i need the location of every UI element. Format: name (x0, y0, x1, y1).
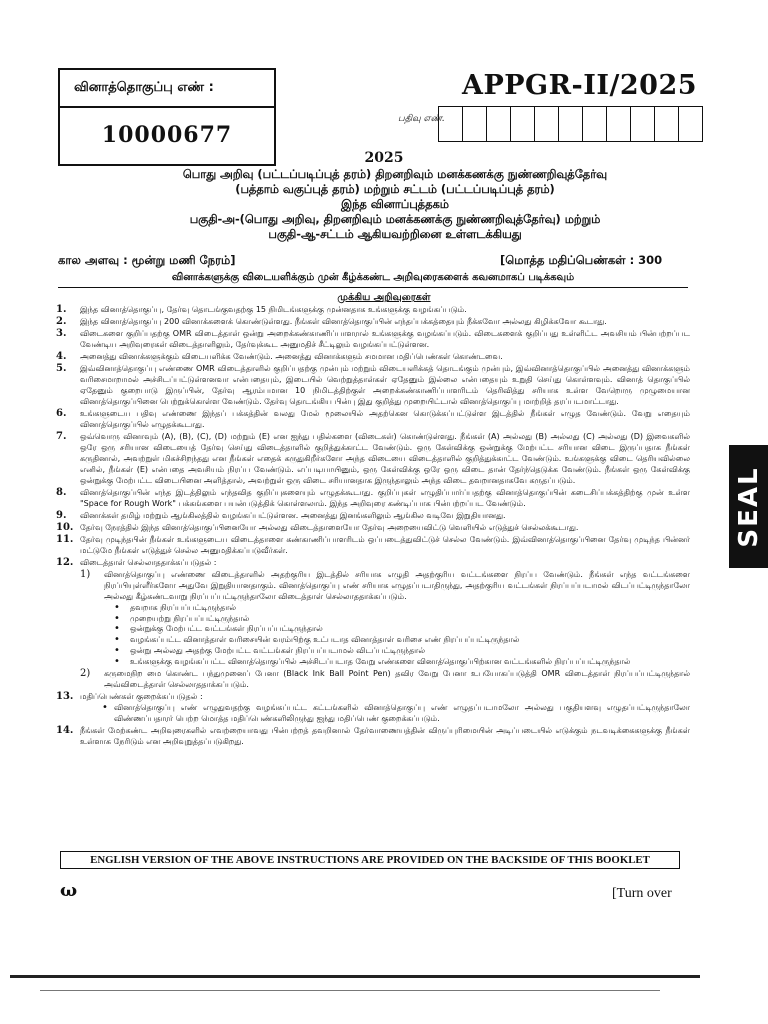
bullet-item: • வினாத்தொகுப்பு எண் எழுதுவதற்கு வழங்கப்பட்ட கட்டங்களில் வினாத்தொகுப்பு எண் எழுதப்படாமலோ அல்லது பகுதியளவு எழுதப்பட்டிருந்தாலோ விண்ணப்பதாரர் பெற்ற மொத்த மதிப்பெண்களிலிருந்து ஐந்து மதிப்பெண் குறைக்கப்படும். (80, 703, 690, 725)
instruction-item (56, 305, 690, 316)
perforation-line (10, 975, 700, 978)
instruction-item (56, 511, 690, 522)
subpoint-2 (80, 669, 690, 691)
instruction-number: 3. (56, 328, 67, 340)
instruction-item (56, 488, 690, 510)
question-booklet-label: வினாத்தொகுப்பு எண் : (60, 70, 274, 108)
instruction-number: 14. (56, 724, 74, 736)
instruction-text: இந்த வினாத்தொகுப்பு, தேர்வு தொடங்குவதற்கு 15 நிமிடங்களுக்கு முன்னதாக உங்களுக்கு வழங்கப்படும். (80, 305, 467, 314)
instruction-item-13 (56, 692, 690, 725)
question-booklet-number: 10000677 (101, 122, 233, 148)
instruction-number: 2. (56, 316, 67, 328)
instruction-item-12 (56, 558, 690, 691)
instruction-number: 13. (56, 691, 74, 703)
register-number-cell[interactable] (535, 107, 559, 141)
instruction-text: அனைத்து வினாக்களுக்கும் விடையளிக்க வேண்டும். அனைத்து வினாக்களும் சமமான மதிப்பெண்கள் கொண்டவை. (80, 352, 503, 362)
register-number-cell[interactable] (607, 107, 631, 141)
exam-title-block (100, 167, 690, 242)
instruction-text: இவ்வினாத்தொகுப்பு எண்ணை OMR விடைத்தாளில் குறிப்பதற்கு முன்பும் மற்றும் விடையளிக்கத் தொடங்கும் முன்பும், இவ்வினாத்தொகுப்பில் அனைத்து வினாக்களும் வரிசைமாறாமல் அச்சிடப்பட்டுள்ளனவா என்பதையும், இடையில் வெற்றுத்தாள்கள் ஏதேனும் இல்லை என்பதையும் உறுதி செய்து கொள்ளவும். வினாத் தொகுப்பில் ஏதேனும் குறைபாடு இருப்பின், தேர்வு ஆரம்பமான 10 நிமிடத்திற்குள் அறைக்கண்காணிப்பாளரிடம் தெரிவித்து சரியாக உள்ள வேறொரு முழுமையான வினாத்தொகுப்பினை பெற்றுக்கொள்ள வேண்டும். தேர்வு தொடங்கிய பின்பு இது குறித்து முறையிட்டால் வினாத்தொகுப்பு மாற்றித் தரப்படமாட்டாது. (80, 364, 690, 406)
instruction-number: 8. (56, 486, 67, 498)
instruction-item (56, 329, 690, 351)
subpoint-text: வினாத்தொகுப்பு எண்ணை விடைத்தாளில் அதற்குரிய இடத்தில் சரியாக எழுதி அதற்குரிய வட்டங்களை நிரப்ப வேண்டும். நீங்கள் எந்த வட்டங்களை நிரப்பியுள்ளீர்களோ அதுவே இறுதியானதாகும். வினாத்தொகுப்பு எண் சரியாக எழுதப்படாதிருந்து, அதற்குரிய வட்டங்கள் நிரப்பப்படாமல் விடப்பட்டிருந்தாலோ அல்லது கீழ்கண்டவாறு நிரப்பப்பட்டிருந்தாலோ விடைத்தாள் செல்லாததாக்கப்படும். (104, 569, 690, 601)
read-instructions-note: வினாக்களுக்கு விடையளிக்கும் முன் கீழ்க்கண்ட அறிவுரைகளைக் கவனமாகப் படிக்கவும் (58, 272, 688, 288)
instruction-number: 9. (56, 509, 67, 521)
title-line-5: பகுதி-ஆ-சட்டம் ஆகியவற்றினை உள்ளடக்கியது (268, 227, 522, 241)
bullet-item: • முறையற்று நிரப்பப்பட்டிருந்தால் (104, 614, 690, 625)
register-number-label: பதிவு எண். (398, 114, 445, 124)
instruction-item (56, 409, 690, 431)
instruction-text: தேர்வு நேரத்தில் இந்த வினாத்தொகுப்பினையோ அல்லது விடைத்தாளையோ தேர்வு அறையைவிட்டு வெளியில் எடுத்துச் செல்லக்கூடாது. (80, 522, 579, 532)
register-number-cell[interactable] (631, 107, 655, 141)
instruction-item (56, 535, 690, 557)
register-number-cell[interactable] (511, 107, 535, 141)
turn-over-label: [Turn over (612, 886, 672, 901)
title-line-1: பொது அறிவு (பட்டப்படிப்புத் தரம்) திறனறிவும் மனக்கணக்கு நுண்ணறிவுத்தேர்வு (182, 167, 608, 181)
seal-tab (729, 445, 768, 568)
instruction-text: நீங்கள் மேற்கண்ட அறிவுரைகளில் எவற்றையாவது பின்பற்றத் தவறினால் தேர்வாணையத்தின் விருப்புரிமையின் அடிப்படையில் எடுக்கும் நடவடிக்கைகளுக்கு நீங்கள் உள்ளாக நேரிடும் என அறிவுறுத்தப்படுகிறது. (80, 725, 690, 746)
title-line-3: இந்த வினாப்புத்தகம் (341, 197, 449, 211)
instruction-text: விடைகளை குறிப்பதற்கு OMR விடைத்தாள் ஒன்று அறைக்கண்காணிப்பாளரால் உங்களுக்கு வழங்கப்படும். விடைகளைக் குறிப்பது உள்ளிட்ட அவசியம் பின்பற்றப்பட வேண்டிய அறிவுரைகள் விடைத்தாளிலும், தேர்வுக்கூட அனுமதிச் சீட்டிலும் வழங்கப்பட்டுள்ளன. (80, 329, 690, 350)
title-line-4: பகுதி-அ-(பொது அறிவு, திறனறிவும் மனக்கணக்கு நுண்ணறிவுத்தேர்வு) மற்றும் (189, 212, 601, 226)
instructions-heading: முக்கிய அறிவுரைகள் (337, 292, 431, 303)
title-line-2: (பத்தாம் வகுப்புத் தரம்) மற்றும் சட்டம் (பட்டப்படிப்புத் தரம்) (235, 182, 555, 196)
instructions-list (56, 305, 690, 749)
instruction-text: வினாக்கள் தமிழ் மற்றும் ஆங்கிலத்தில் வழங்கப்பட்டுள்ளன. அனைத்து இனங்களிலும் ஆங்கில வடிவே இறுதியானது. (80, 510, 506, 520)
instruction-item (56, 352, 690, 363)
instruction-number: 6. (56, 408, 67, 420)
instruction-text: தேர்வு முடிந்தபின் நீங்கள் உங்களுடைய விடைத்தாளை கண்காணிப்பாளரிடம் ஒப்படைத்துவிட்டுச் செல்ல வேண்டும். இவ்வினாத்தொகுப்பினை தேர்வு முடிந்த பின்னர் மட்டுமே நீங்கள் எடுத்துச் செல்ல அனுமதிக்கப்படுவீர்கள். (80, 535, 690, 555)
instruction-number: 12. (56, 557, 74, 568)
time-allowed: கால அளவு : மூன்று மணி நேரம்] (58, 253, 236, 267)
subpoint-1 (80, 570, 690, 668)
bullet-item: • ஒன்றுக்கு மேற்பட்ட வட்டங்கள் நிரப்பப்பட்டிருந்தால் (104, 624, 690, 635)
register-number-cell[interactable] (439, 107, 463, 141)
english-version-note: ENGLISH VERSION OF THE ABOVE INSTRUCTIONS ARE PROVIDED ON THE BACKSIDE OF THIS BOOKLET (60, 851, 680, 869)
bullet-item: • தவறாக நிரப்பப்பட்டிருந்தால் (104, 603, 690, 614)
instruction-text: உங்களுடைய பதிவு எண்ணை இந்தப் பக்கத்தின் வலது மேல் மூலையில் அதற்கென கொடுக்கப்பட்டுள்ள இடத்தில் நீங்கள் எழுத வேண்டும். வேறு எதையும் வினாத்தொகுப்பில் எழுதக்கூடாது. (80, 409, 690, 429)
subpoint-number: 2) (80, 668, 91, 680)
register-number-cell[interactable] (487, 107, 511, 141)
bullet-item: • உங்களுக்கு வழங்கப்பட்ட வினாத்தொகுப்பில் அச்சிடப்படாத வேறு எண்களை வினாத்தொகுப்பிற்கான வட்டங்களில் நிரப்பப்பட்டிருந்தால் (104, 657, 690, 668)
instruction-text: வினாத்தொகுப்பின் எந்த இடத்திலும் எந்தவித குறிப்புகளையும் எழுதக்கூடாது. குறிப்புகள் எழுதிப்பார்ப்பதற்கு வினாத்தொகுப்பின் கடைசிப்பக்கத்திற்கு முன் உள்ள "Space for Rough Work" பக்கங்களை பயன்படுத்திக் கொள்ளலாம். இந்த அறிவுரை கண்டிப்பாக பின்பற்றப்பட வேண்டும். (80, 487, 690, 508)
register-number-cell[interactable] (583, 107, 607, 141)
subpoint-number: 1) (80, 568, 91, 580)
total-marks: [மொத்த மதிப்பெண்கள் : 300 (500, 253, 663, 267)
register-number-cell[interactable] (463, 107, 487, 141)
instruction-item (56, 523, 690, 534)
exam-year: 2025 (364, 150, 404, 166)
instruction-number: 7. (56, 431, 67, 443)
instruction-text: ஒவ்வொரு வினாவும் (A), (B), (C), (D) மற்றும் (E) என ஐந்து பதில்களை (விடைகள்) கொண்டுள்ளது. நீங்கள் (A) அல்லது (B) அல்லது (C) அல்லது (D) இவைகளில் ஒரே ஒரு சரியான விடையைத் தேர்வு செய்து விடைத்தாளில் குறித்துக்காட்ட வேண்டும். ஒரு கேள்விக்கு ஒன்றுக்கு மேற்பட்ட சரியான விடை இருப்பதாக நீங்கள் கருதினால், அவற்றுள் மிகச்சிறந்தது என நீங்கள் எதைக் கருதுகிறீர்களோ அந்த விடையை விடைத்தாளில் குறித்துக்காட்ட வேண்டும். உங்களுக்கு விடை தெரியவில்லை எனில், நீங்கள் (E) என்பதை அவசியம் நிரப்ப வேண்டும். எப்படியாயினும், ஒரு கேள்விக்கு ஒரே ஒரு விடை தான் தேர்ந்தெடுக்க வேண்டும். நீங்கள் ஒரு கேள்விக்கு ஒன்றுக்கு மேற்பட்ட விடையினை அளித்தால், அவற்றுள் ஒரு விடை சரியானதாக இருந்தாலும் அந்த விடை தவறானதாகவே கருதப்படும். (80, 432, 690, 485)
exam-code: APPGR-II/2025 (462, 70, 698, 101)
bullet-item: • வழங்கப்பட்ட வினாத்தாள் வரிசையின் வரம்பிற்கு உட்படாத வினாத்தாள் வரிசை எண் நிரப்பப்பட்டிருந்தால் (104, 635, 690, 646)
instruction-item-14 (56, 726, 690, 748)
instruction-item (56, 364, 690, 408)
instruction-number: 10. (56, 521, 74, 533)
bullet-item: • ஒன்று அல்லது அதற்கு மேற்பட்ட வட்டங்கள் நிரப்பப்படாமல் விடப்பட்டிருந்தால் (104, 646, 690, 657)
instruction-item (56, 317, 690, 328)
perforation-line (40, 990, 660, 991)
instruction-text: இந்த வினாத்தொகுப்பு 200 வினாக்களைக் கொண்டுள்ளது. நீங்கள் வினாத்தொகுப்பின் எந்தப்பக்கத்தையும் நீக்கவோ அல்லது கிழிக்கவோ கூடாது. (80, 317, 607, 327)
subpoint-text: கருமைநிற மை கொண்ட பந்துமுனைப் பேனா (Black Ink Ball Point Pen) தவிர வேறு பேனா உபயோகப்படுத்தி OMR விடைத்தாள் நிரப்பப்பட்டிருந்தால் அவ்விடைத்தாள் செல்லாததாக்கப்படும். (104, 669, 690, 689)
instruction-item (56, 432, 690, 487)
instruction-number: 4. (56, 351, 67, 363)
instruction-number: 5. (56, 363, 67, 375)
instruction-number: 1. (56, 304, 67, 315)
page-number: ω (60, 880, 78, 901)
register-number-cell[interactable] (679, 107, 702, 141)
register-number-cell[interactable] (559, 107, 583, 141)
register-number-cell[interactable] (655, 107, 679, 141)
instruction-text: மதிப்பெண்கள் குறைக்கப்படுதல் : (80, 692, 203, 702)
seal-label: SEAL (733, 465, 764, 548)
register-number-grid[interactable] (438, 106, 703, 142)
instruction-number: 11. (56, 534, 74, 545)
instruction-text: விடைத்தாள் செல்லாததாக்கப்படுதல் : (80, 558, 217, 567)
